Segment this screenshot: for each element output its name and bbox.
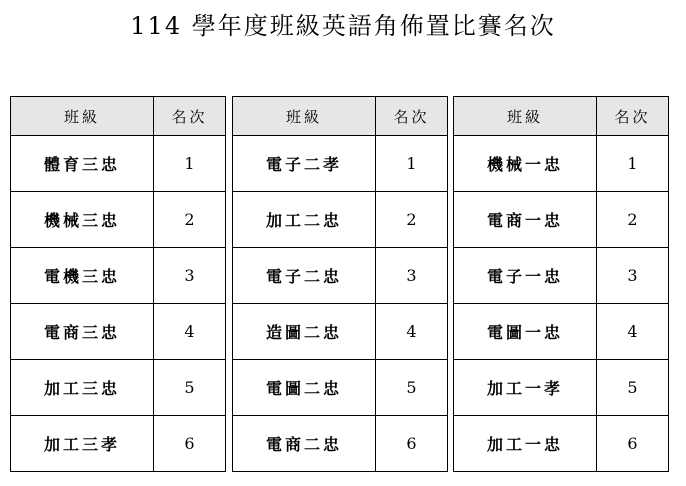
class-cell: 電商二忠 [233, 416, 376, 472]
rank-cell: 1 [597, 136, 669, 192]
table-row [454, 136, 669, 192]
table-row [11, 304, 226, 360]
table-row [233, 304, 448, 360]
table-row [11, 248, 226, 304]
class-cell: 加工一忠 [454, 416, 597, 472]
rank-cell: 5 [376, 360, 448, 416]
table-row [11, 136, 226, 192]
table-row [233, 416, 448, 472]
rank-column-header: 名次 [376, 97, 448, 136]
class-cell: 體育三忠 [11, 136, 154, 192]
class-column-header: 班級 [454, 97, 597, 136]
class-cell: 加工一孝 [454, 360, 597, 416]
ranking-table-3 [453, 96, 669, 472]
table-row [454, 248, 669, 304]
table-row [454, 192, 669, 248]
class-cell: 電子二忠 [233, 248, 376, 304]
rank-cell: 4 [376, 304, 448, 360]
class-cell: 電機三忠 [11, 248, 154, 304]
rank-column-header: 名次 [154, 97, 226, 136]
table-row [454, 416, 669, 472]
table-row [233, 360, 448, 416]
table-row [11, 360, 226, 416]
class-cell: 加工三孝 [11, 416, 154, 472]
rank-column-header: 名次 [597, 97, 669, 136]
rank-cell: 6 [376, 416, 448, 472]
rank-cell: 4 [597, 304, 669, 360]
class-cell: 電子一忠 [454, 248, 597, 304]
ranking-table-1 [10, 96, 226, 472]
table-header-row [454, 97, 669, 136]
rank-cell: 6 [154, 416, 226, 472]
rank-cell: 3 [154, 248, 226, 304]
class-cell: 造圖二忠 [233, 304, 376, 360]
page-title: 114 學年度班級英語角佈置比賽名次 [130, 12, 556, 40]
table-row [11, 416, 226, 472]
class-cell: 加工三忠 [11, 360, 154, 416]
table-row [454, 360, 669, 416]
table-row [454, 304, 669, 360]
rank-cell: 6 [597, 416, 669, 472]
rank-cell: 5 [597, 360, 669, 416]
rank-cell: 2 [154, 192, 226, 248]
rank-cell: 3 [376, 248, 448, 304]
table-header-row [233, 97, 448, 136]
rank-cell: 1 [376, 136, 448, 192]
table-header-row [11, 97, 226, 136]
rank-cell: 3 [597, 248, 669, 304]
class-cell: 電圖二忠 [233, 360, 376, 416]
class-column-header: 班級 [233, 97, 376, 136]
rank-cell: 2 [376, 192, 448, 248]
table-row [233, 192, 448, 248]
rank-cell: 1 [154, 136, 226, 192]
class-cell: 電圖一忠 [454, 304, 597, 360]
table-row [233, 136, 448, 192]
class-cell: 電商一忠 [454, 192, 597, 248]
rank-cell: 5 [154, 360, 226, 416]
class-column-header: 班級 [11, 97, 154, 136]
class-cell: 加工二忠 [233, 192, 376, 248]
class-cell: 電商三忠 [11, 304, 154, 360]
rank-cell: 4 [154, 304, 226, 360]
table-row [11, 192, 226, 248]
rank-cell: 2 [597, 192, 669, 248]
class-cell: 機械一忠 [454, 136, 597, 192]
class-cell: 電子二孝 [233, 136, 376, 192]
class-cell: 機械三忠 [11, 192, 154, 248]
ranking-table-2 [232, 96, 448, 472]
table-row [233, 248, 448, 304]
